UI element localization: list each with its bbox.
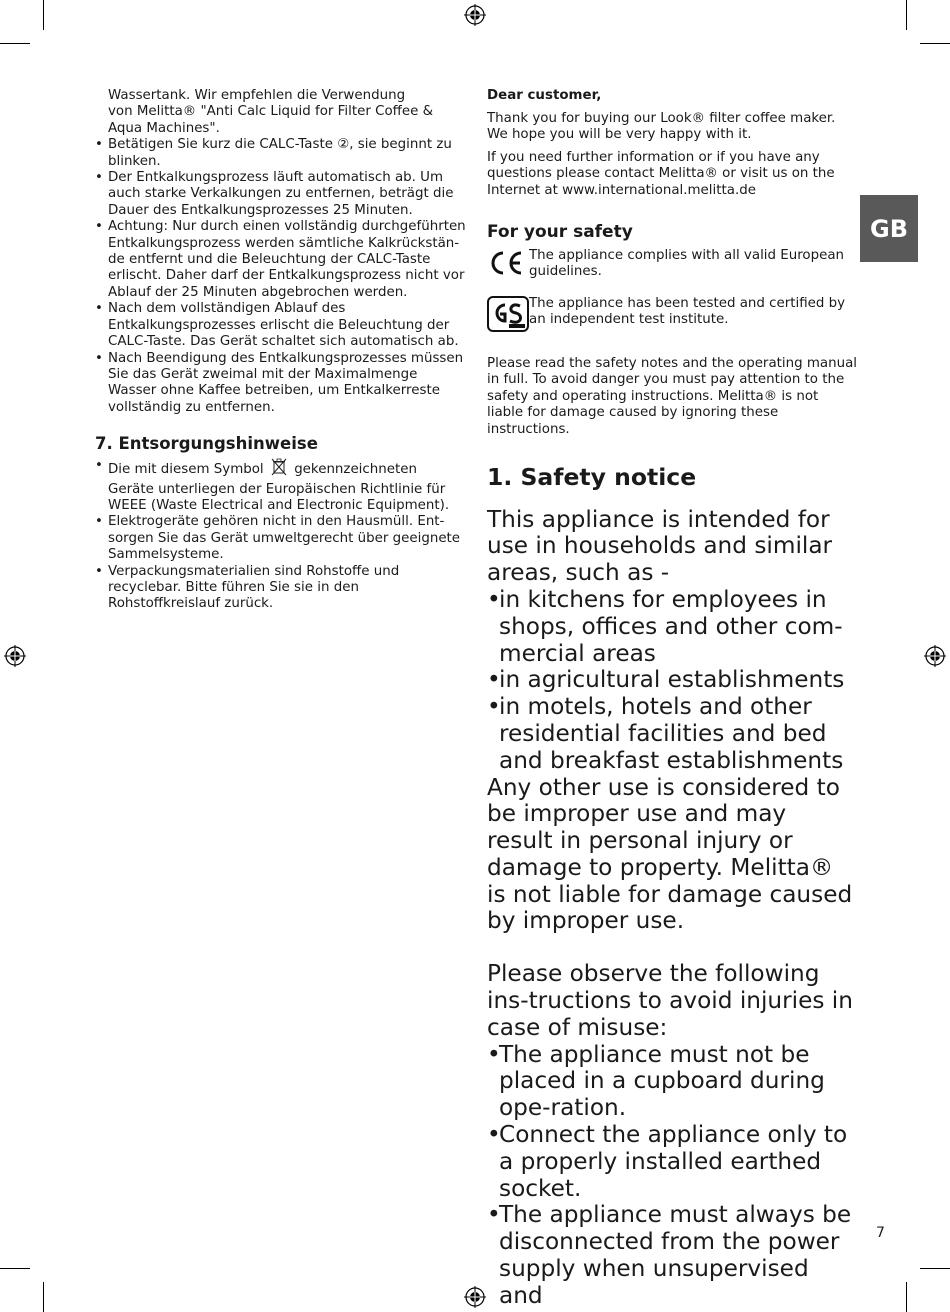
crop-mark (920, 43, 950, 44)
list-item: • in motels, hotels and other residential facilities and bed and breakfast establishments (487, 694, 857, 774)
greeting: Dear customer, (487, 88, 602, 103)
safety-heading: For your safety (487, 221, 633, 242)
observe-text: Please observe the following ins-tructions to avoid injuries in case of misuse: (487, 960, 853, 1041)
ce-mark-row (487, 248, 857, 282)
spacer (487, 935, 857, 961)
gs-mark-icon (487, 296, 529, 336)
left-column (95, 88, 467, 613)
ce-text: The appliance complies with all valid European guidelines. (529, 247, 845, 280)
descaling-steps-list (95, 137, 467, 416)
language-tab: GB (860, 195, 918, 262)
page-number: 7 (876, 1225, 885, 1241)
registration-mark-icon (464, 4, 486, 26)
list-item: • Verpackungsmaterialien sind Rohstoffe und recyclebar. Bitte führen Sie sie in den Rohstoffkreislauf zurück. (95, 564, 467, 613)
list-item: • Achtung: Nur durch einen vollständig durchgeführten Entkalkungsprozess werden sämtliche Kalkrückstän-de entfernt und die Beleuchtung der CALC-Taste erlischt. Daher darf der Entkalkungsprozess nicht vor Ablauf der 25 Minuten abgebrochen werden. (95, 219, 467, 301)
list-item-text: Die mit diesem Symbol (108, 462, 264, 478)
crop-mark (906, 0, 907, 30)
intro-line: von Melitta® "Anti Calc Liquid for Filter Coffee & (108, 104, 434, 120)
crop-mark (43, 0, 44, 30)
crop-mark (906, 1282, 907, 1312)
list-item: • Elektrogeräte gehören nicht in den Hausmüll. Ent-sorgen Sie das Gerät umweltgerecht über geeignete Sammelsysteme. (95, 514, 467, 563)
crop-mark (920, 1268, 950, 1269)
list-item: • Der Entkalkungsprozess läuft automatisch ab. Um auch starke Verkalkungen zu entfernen, beträgt die Dauer des Entkalkungsprozesses 25 Minuten. (95, 170, 467, 219)
thanks-text: Thank you for buying our Look® filter coffee maker. We hope you will be very happy with it. (487, 110, 836, 143)
read-notes-text: Please read the safety notes and the operating manual in full. To avoid danger you must pay attention to the safety and operating instructions. Melitta® is not liable for damage caused by ignoring these instructions. (487, 355, 858, 437)
disposal-list (95, 458, 467, 613)
list-item-text: gekennzeichneten Geräte unterliegen der Europäischen Richtlinie für WEEE (Waste Electrical and Electronic Equipment). (108, 462, 450, 513)
use-areas-list (487, 587, 857, 775)
instructions-list (487, 1042, 857, 1310)
list-item: • Nach Beendigung des Entkalkungsprozesses müssen Sie das Gerät zweimal mit der Maximalmenge Wasser ohne Kaffee betreiben, um Entkalkerreste vollständig zu entfernen. (95, 351, 467, 417)
right-column (487, 88, 857, 1310)
gs-mark-row (487, 296, 857, 336)
crop-mark (0, 43, 30, 44)
section-heading-disposal: 7. Entsorgungshinweise (95, 434, 318, 454)
registration-mark-icon (924, 645, 946, 667)
list-item: • Nach dem vollständigen Ablauf des Entkalkungsprozesses erlischt die Beleuchtung der CALC-Taste. Das Gerät schaltet sich automatisch ab. (95, 301, 467, 350)
list-item (95, 458, 467, 514)
crop-mark (43, 1282, 44, 1312)
intro-line: Aqua Machines". (108, 120, 220, 136)
contact-text: If you need further information or if you have any questions please contact Melitta® or visit us on the Internet at www.international.melitta.de (487, 149, 835, 198)
list-item: • Betätigen Sie kurz die CALC-Taste ②, sie beginnt zu blinken. (95, 137, 467, 170)
improper-use-text: Any other use is considered to be improper use and may result in personal injury or damage to property. Melitta® is not liable for damage caused by improper use. (487, 773, 853, 935)
list-item: • Connect the appliance only to a properly installed earthed socket. (487, 1122, 857, 1202)
intro-text (95, 88, 467, 137)
weee-bin-icon (271, 458, 287, 481)
list-item: • in kitchens for employees in shops, offices and other com-mercial areas (487, 587, 857, 667)
safety-notice-heading: 1. Safety notice (487, 462, 697, 491)
list-item: • in agricultural establishments (487, 667, 857, 694)
list-item: • The appliance must not be placed in a cupboard during ope-ration. (487, 1042, 857, 1122)
gs-text: The appliance has been tested and certified by an independent test institute. (529, 295, 846, 328)
crop-mark (0, 1268, 30, 1269)
intro-line: Wassertank. Wir empfehlen die Verwendung (108, 88, 406, 103)
registration-mark-icon (464, 1286, 486, 1308)
registration-mark-icon (4, 645, 26, 667)
list-item: • The appliance must always be disconnected from the power supply when unsupervised and (487, 1202, 857, 1309)
ce-mark-icon (487, 248, 529, 282)
intended-use-text: This appliance is intended for use in households and similar areas, such as - (487, 505, 833, 587)
